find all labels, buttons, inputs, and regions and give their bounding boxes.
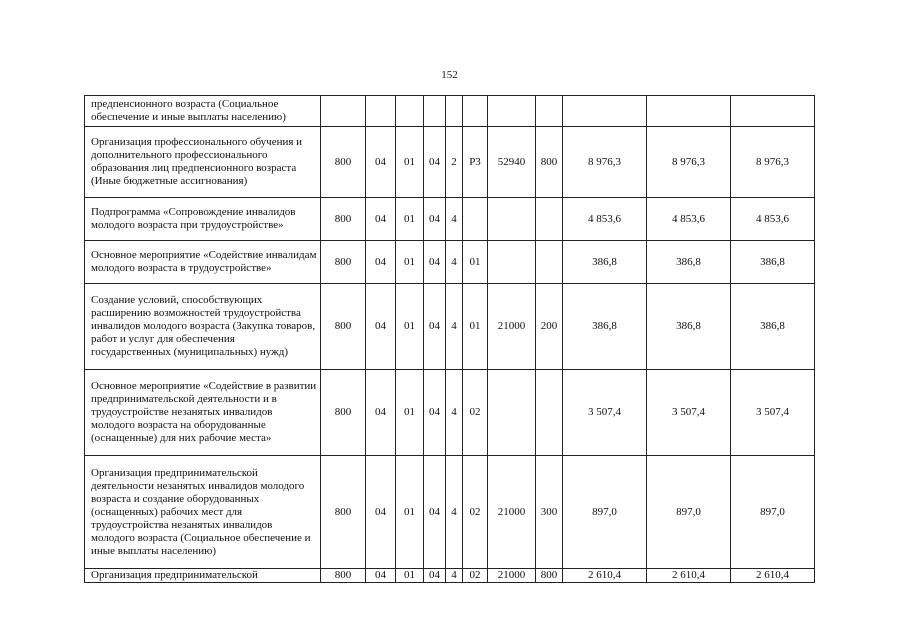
- cell-code: 200: [536, 284, 563, 370]
- cell-code: 800: [321, 569, 366, 583]
- cell-amount: 2 610,4: [563, 569, 647, 583]
- cell-amount: 386,8: [563, 241, 647, 284]
- page-number: 152: [441, 69, 458, 81]
- cell-amount: 897,0: [647, 456, 731, 569]
- cell-amount: 386,8: [563, 284, 647, 370]
- cell-code: 04: [424, 127, 446, 198]
- table-row: [85, 569, 815, 583]
- cell-amount: 386,8: [647, 241, 731, 284]
- cell-code: 01: [396, 127, 424, 198]
- cell-code: [488, 370, 536, 456]
- cell-amount: 8 976,3: [731, 127, 815, 198]
- cell-code: [488, 198, 536, 241]
- row-name: Основное мероприятие «Содействие в развитии предпринимательской деятельности и в трудоустройстве незанятых инвалидов молодого возраста на оборудованные (оснащенные) для них рабочие места»: [85, 370, 321, 456]
- table-row: [85, 456, 815, 569]
- cell-amount: 4 853,6: [647, 198, 731, 241]
- row-name: предпенсионного возраста (Социальное обеспечение и иные выплаты населению): [85, 96, 321, 127]
- cell-code: 04: [366, 198, 396, 241]
- cell-code: 4: [446, 456, 463, 569]
- cell-code: 800: [321, 127, 366, 198]
- row-name: Организация предпринимательской деятельности незанятых инвалидов молодого возраста и создание оборудованных (оснащенных) рабочих мест для трудоустройства незанятых инвалидов молодого возраста (Социальное обеспечение и иные выплаты населению): [85, 456, 321, 569]
- cell-code: 04: [366, 456, 396, 569]
- cell-code: 04: [424, 370, 446, 456]
- cell-code: 800: [536, 569, 563, 583]
- cell-code: 01: [396, 284, 424, 370]
- cell-code: 04: [366, 127, 396, 198]
- cell-code: 300: [536, 456, 563, 569]
- cell-code: 04: [424, 241, 446, 284]
- cell-code: 4: [446, 241, 463, 284]
- cell-code: 02: [463, 569, 488, 583]
- cell-code: 04: [366, 569, 396, 583]
- cell-amount: 897,0: [731, 456, 815, 569]
- cell-code: 800: [321, 456, 366, 569]
- cell-code: 4: [446, 198, 463, 241]
- cell-code: 01: [396, 456, 424, 569]
- cell-code: 02: [463, 456, 488, 569]
- cell-code: [488, 241, 536, 284]
- cell-code: 01: [396, 198, 424, 241]
- cell-code: 52940: [488, 127, 536, 198]
- cell-code: 800: [321, 198, 366, 241]
- cell-code: 02: [463, 370, 488, 456]
- cell-code: [536, 241, 563, 284]
- row-name: Основное мероприятие «Содействие инвалидам молодого возраста в трудоустройстве»: [85, 241, 321, 284]
- cell-amount: 3 507,4: [647, 370, 731, 456]
- cell-code: 2: [446, 127, 463, 198]
- cell-code: 04: [424, 569, 446, 583]
- cell-code: [396, 96, 424, 127]
- cell-code: 800: [321, 241, 366, 284]
- table-row: [85, 96, 815, 127]
- row-name: Организация профессионального обучения и дополнительного профессионального образования лиц предпенсионного возраста (Иные бюджетные ассигнования): [85, 127, 321, 198]
- cell-code: [463, 96, 488, 127]
- table-row: [85, 284, 815, 370]
- table-row: [85, 241, 815, 284]
- table-row: [85, 198, 815, 241]
- cell-code: [446, 96, 463, 127]
- cell-code: [463, 198, 488, 241]
- cell-amount: 897,0: [563, 456, 647, 569]
- table-row: [85, 370, 815, 456]
- cell-code: [488, 96, 536, 127]
- cell-code: [424, 96, 446, 127]
- cell-amount: 2 610,4: [647, 569, 731, 583]
- cell-amount: [647, 96, 731, 127]
- cell-code: 04: [366, 241, 396, 284]
- cell-amount: 8 976,3: [647, 127, 731, 198]
- cell-code: 4: [446, 284, 463, 370]
- cell-amount: 386,8: [731, 241, 815, 284]
- cell-amount: [563, 96, 647, 127]
- cell-amount: 3 507,4: [731, 370, 815, 456]
- cell-code: 01: [463, 241, 488, 284]
- cell-amount: 4 853,6: [563, 198, 647, 241]
- row-name: Создание условий, способствующих расширению возможностей трудоустройства инвалидов молодого возраста (Закупка товаров, работ и услуг для обеспечения государственных (муниципальных) нужд): [85, 284, 321, 370]
- cell-code: 4: [446, 569, 463, 583]
- cell-code: [536, 370, 563, 456]
- cell-amount: 4 853,6: [731, 198, 815, 241]
- cell-code: 4: [446, 370, 463, 456]
- cell-code: 21000: [488, 569, 536, 583]
- cell-code: 01: [396, 241, 424, 284]
- budget-table: [84, 95, 815, 583]
- cell-code: 800: [321, 284, 366, 370]
- cell-code: 800: [536, 127, 563, 198]
- cell-code: Р3: [463, 127, 488, 198]
- row-name: Подпрограмма «Сопровождение инвалидов молодого возраста при трудоустройстве»: [85, 198, 321, 241]
- cell-code: [321, 96, 366, 127]
- cell-amount: 3 507,4: [563, 370, 647, 456]
- cell-code: 04: [424, 284, 446, 370]
- cell-code: 01: [396, 569, 424, 583]
- cell-code: [366, 96, 396, 127]
- table-row: [85, 127, 815, 198]
- cell-code: 04: [366, 284, 396, 370]
- cell-amount: 8 976,3: [563, 127, 647, 198]
- cell-code: 04: [424, 198, 446, 241]
- cell-code: 21000: [488, 284, 536, 370]
- cell-amount: 386,8: [647, 284, 731, 370]
- cell-code: 04: [366, 370, 396, 456]
- cell-code: [536, 198, 563, 241]
- cell-code: 01: [463, 284, 488, 370]
- cell-amount: 2 610,4: [731, 569, 815, 583]
- cell-code: 01: [396, 370, 424, 456]
- cell-code: 04: [424, 456, 446, 569]
- cell-code: [536, 96, 563, 127]
- row-name: Организация предпринимательской: [85, 569, 321, 583]
- cell-code: 800: [321, 370, 366, 456]
- cell-amount: [731, 96, 815, 127]
- cell-code: 21000: [488, 456, 536, 569]
- cell-amount: 386,8: [731, 284, 815, 370]
